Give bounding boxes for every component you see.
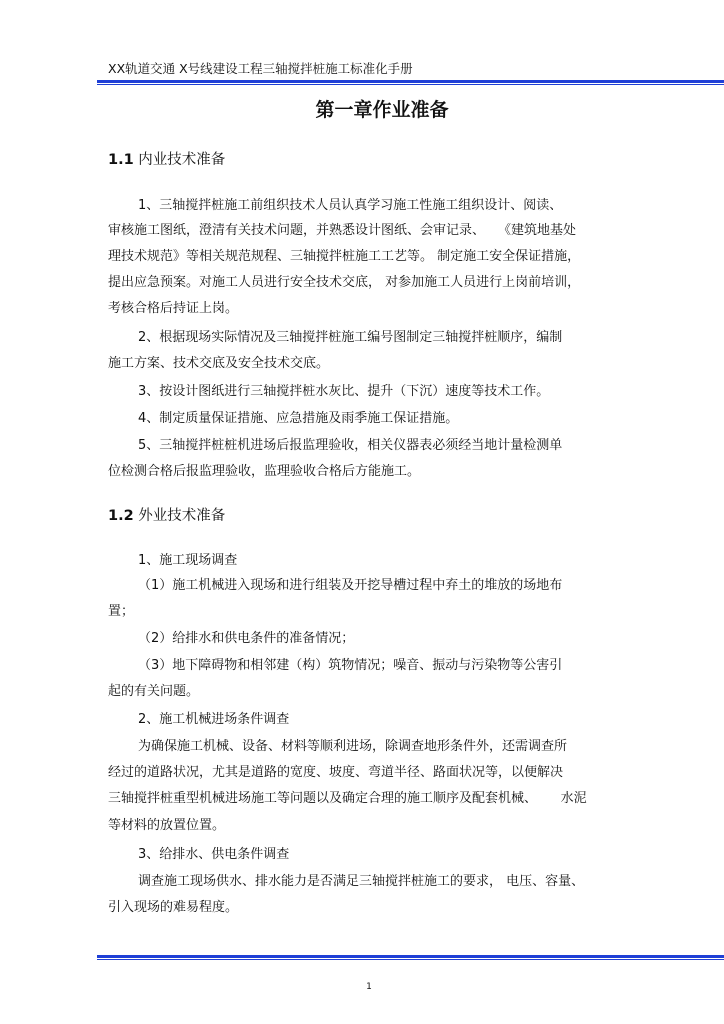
paragraph-line: 经过的道路状况，尤其是道路的宽度、坡度、弯道半径、路面状况等，以便解决: [108, 765, 564, 780]
header-rule: [97, 80, 724, 83]
chapter-title: 第一章作业准备: [315, 99, 449, 121]
paragraph-line: 考核合格后持证上岗。: [108, 301, 239, 316]
section-title: 外业技术准备: [133, 508, 226, 524]
section-title: 内业技术准备: [133, 152, 226, 168]
paragraph-line: 提出应急预案。对施工人员进行安全技术交底， 对参加施工人员进行上岗前培训，: [108, 275, 581, 290]
section-heading-1-2: [108, 506, 225, 526]
paragraph-line: 1、施工现场调查: [138, 553, 238, 568]
paragraph-line: 3、按设计图纸进行三轴搅拌桩水灰比、提升（下沉）速度等技术工作。: [138, 384, 550, 399]
paragraph-line: 起的有关问题。: [108, 684, 200, 699]
section-number: 1.2: [108, 508, 134, 524]
paragraph-line: 位检测合格后报监理验收，监理验收合格后方能施工。: [108, 464, 421, 479]
paragraph-line: （3）地下障碍物和相邻建（构）筑物情况；噪音、振动与污染物等公害引: [138, 658, 563, 673]
footer-rule: [97, 955, 724, 958]
section-number: 1.1: [108, 152, 134, 168]
paragraph-line: 置；: [108, 604, 135, 619]
header-rule-thin: [97, 84, 724, 85]
paragraph-line: 3、给排水、供电条件调查: [138, 847, 290, 862]
paragraph-line: （1）施工机械进入现场和进行组装及开挖导槽过程中弃土的堆放的场地布: [138, 578, 563, 593]
paragraph-line: 审核施工图纸，澄清有关技术问题，并熟悉设计图纸、会审记录、 《建筑地基处: [108, 223, 577, 238]
paragraph-line: 4、制定质量保证措施、应急措施及雨季施工保证措施。: [138, 411, 459, 426]
paragraph-line: 2、施工机械进场条件调查: [138, 712, 290, 727]
paragraph-line: 引入现场的难易程度。: [108, 900, 239, 915]
running-header: XX轨道交通 X号线建设工程三轴搅拌桩施工标准化手册: [108, 61, 413, 76]
paragraph-line: 5、三轴搅拌桩桩机进场后报监理验收，相关仪器表必须经当地计量检测单: [138, 438, 563, 453]
paragraph-line: （2）给排水和供电条件的准备情况；: [138, 631, 355, 646]
paragraph-line: 调查施工现场供水、排水能力是否满足三轴搅拌桩施工的要求， 电压、容量、: [138, 874, 585, 889]
paragraph-line: 等材料的放置位置。: [108, 818, 226, 833]
paragraph-line: 理技术规范》等相关规范规程、三轴搅拌桩施工工艺等。 制定施工安全保证措施，: [108, 249, 581, 264]
paragraph-line: 施工方案、技术交底及安全技术交底。: [108, 356, 330, 371]
paragraph-line: 1、三轴搅拌桩施工前组织技术人员认真学习施工性施工组织设计、阅读、: [138, 198, 563, 213]
paragraph-line: 为确保施工机械、设备、材料等顺利进场，除调查地形条件外，还需调查所: [138, 739, 568, 754]
paragraph-line: 三轴搅拌桩重型机械进场施工等问题以及确定合理的施工顺序及配套机械、 水泥: [108, 791, 587, 806]
paragraph-line: 2、根据现场实际情况及三轴搅拌桩施工编号图制定三轴搅拌桩顺序，编制: [138, 330, 563, 345]
footer-rule-thin: [97, 959, 724, 960]
section-heading-1-1: [108, 150, 225, 170]
page-number: 1: [366, 982, 372, 992]
